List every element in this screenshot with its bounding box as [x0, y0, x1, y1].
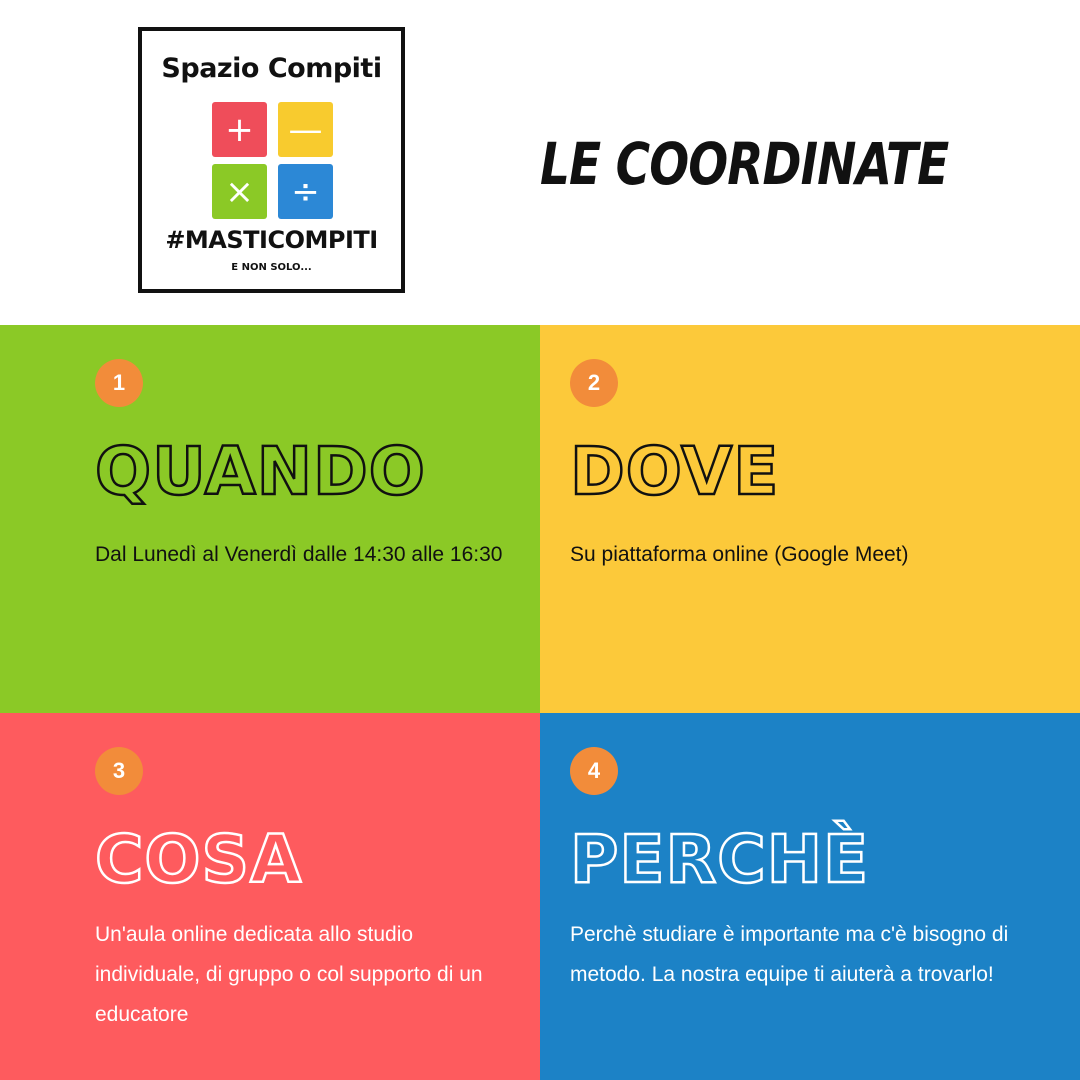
panel-quando — [0, 325, 540, 713]
panel-text: Perchè studiare è importante ma c'è bisogno di metodo. La nostra equipe ti aiuterà a trovarlo! — [570, 923, 1009, 986]
panel-heading: PERCHÈ — [570, 821, 870, 898]
panel-text: Su piattaforma online (Google Meet) — [570, 543, 909, 566]
number-badge: 1 — [95, 359, 143, 407]
logo-hashtag: #MASTICOMPITI — [165, 226, 378, 254]
panel-heading: DOVE — [570, 433, 780, 510]
spazio-compiti-logo — [138, 27, 405, 293]
multiply-icon: × — [212, 164, 267, 219]
number-badge: 4 — [570, 747, 618, 795]
divide-icon: ÷ — [278, 164, 333, 219]
header — [0, 0, 1080, 325]
plus-icon: + — [212, 102, 267, 157]
panel-heading: QUANDO — [95, 433, 426, 510]
panel-text: Un'aula online dedicata allo studio individuale, di gruppo o col supporto di un educatore — [95, 923, 483, 1026]
minus-icon: — — [278, 102, 333, 157]
panel-cosa — [0, 713, 540, 1080]
logo-title: Spazio Compiti — [161, 53, 382, 84]
panel-heading: COSA — [95, 821, 303, 898]
number-badge: 3 — [95, 747, 143, 795]
number-badge: 2 — [570, 359, 618, 407]
panel-perche — [540, 713, 1080, 1080]
logo-subtitle: E NON SOLO... — [231, 262, 312, 273]
panel-text: Dal Lunedì al Venerdì dalle 14:30 alle 16:30 — [95, 543, 503, 566]
panel-dove — [540, 325, 1080, 713]
page-title: LE COORDINATE — [540, 130, 949, 198]
